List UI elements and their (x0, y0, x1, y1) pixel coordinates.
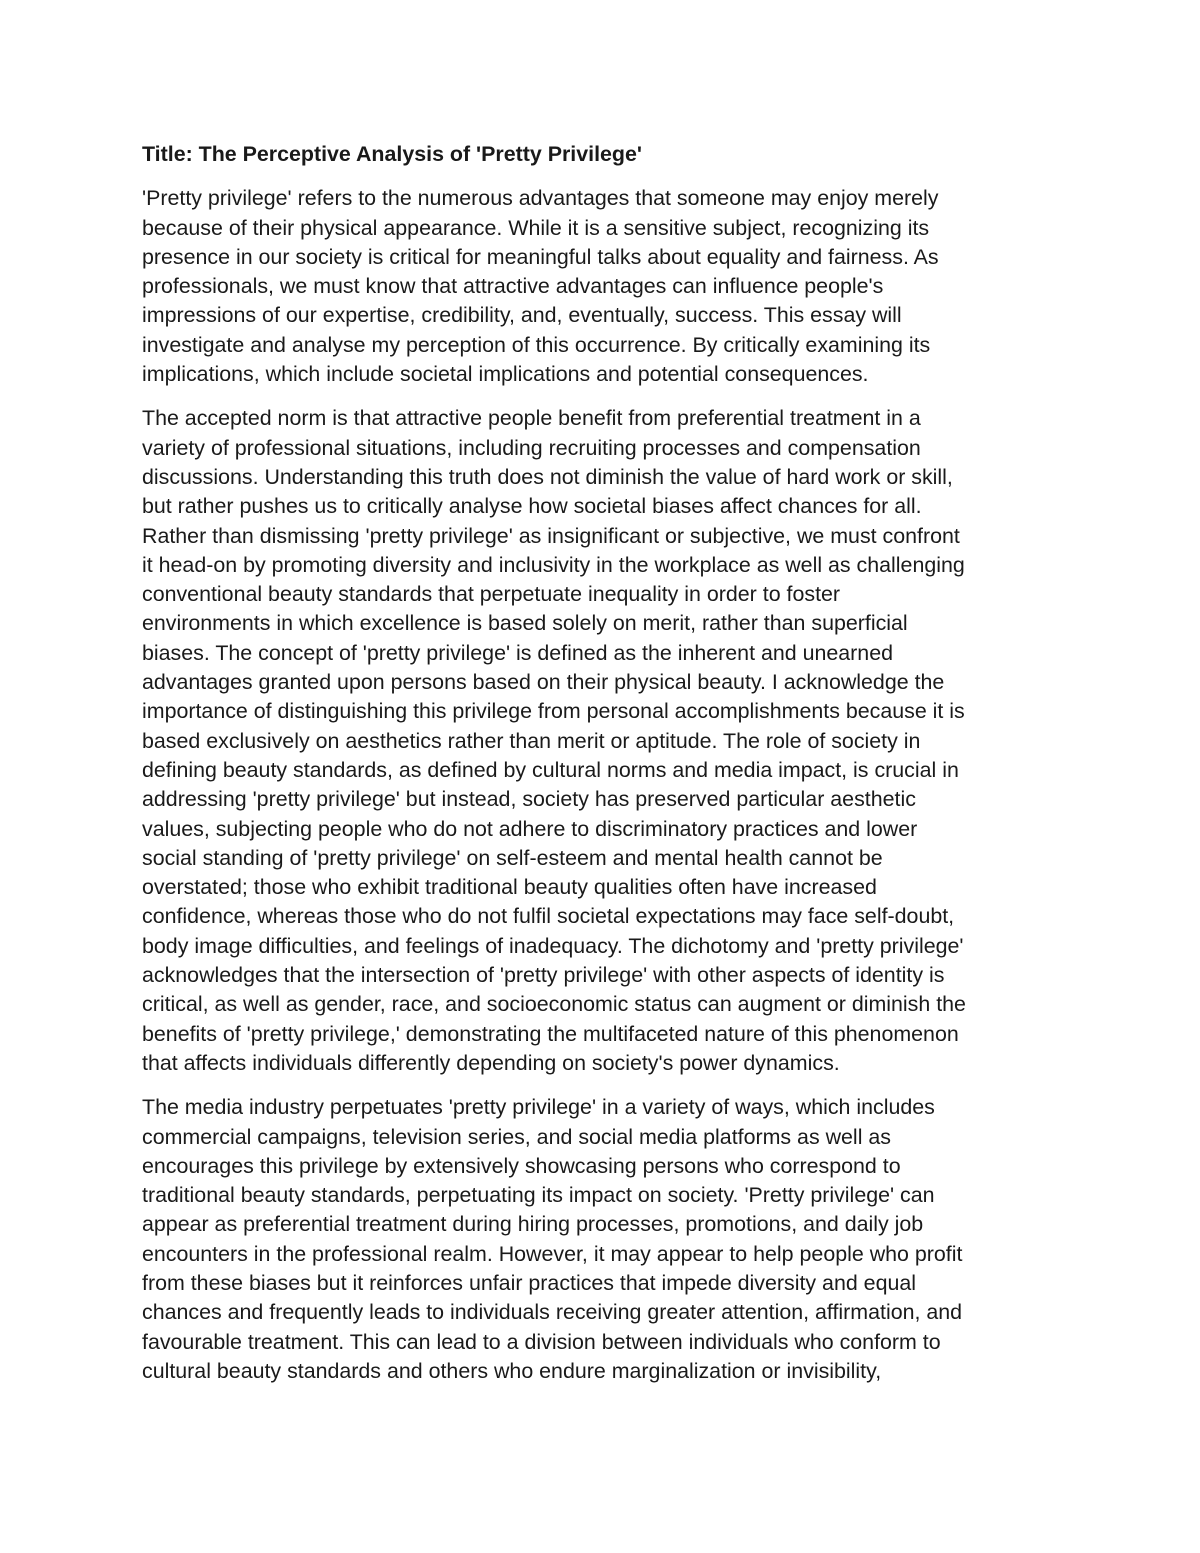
text-line: cultural beauty standards and others who endure marginalization or invisibility, (142, 1358, 882, 1383)
text-line: based exclusively on aesthetics rather than merit or aptitude. The role of society in (142, 728, 921, 753)
text-line: because of their physical appearance. While it is a sensitive subject, recognizing its (142, 215, 930, 240)
text-line: favourable treatment. This can lead to a division between individuals who conform to (142, 1329, 941, 1354)
text-line: chances and frequently leads to individuals receiving greater attention, affirmation, and (142, 1300, 963, 1325)
text-line: advantages granted upon persons based on their physical beauty. I acknowledge the (142, 670, 945, 695)
text-line: biases. The concept of 'pretty privilege' is defined as the inherent and unearned (142, 640, 893, 665)
text-line: confidence, whereas those who do not fulfil societal expectations may face self-doubt, (142, 904, 955, 929)
paragraph-2 (142, 404, 1072, 1078)
text-line: benefits of 'pretty privilege,' demonstrating the multifaceted nature of this phenomenon (142, 1021, 959, 1046)
text-line: from these biases but it reinforces unfair practices that impede diversity and equal (142, 1270, 917, 1295)
text-line: implications, which include societal implications and potential consequences. (142, 362, 869, 387)
text-line: overstated; those who exhibit traditional beauty qualities often have increased (142, 875, 877, 900)
text-line: importance of distinguishing this privilege from personal accomplishments because it is (142, 699, 965, 724)
text-line: conventional beauty standards that perpetuate inequality in order to foster (142, 582, 841, 607)
text-line: traditional beauty standards, perpetuating its impact on society. 'Pretty privilege' can (142, 1183, 935, 1208)
text-line: addressing 'pretty privilege' but instead, society has preserved particular aesthetic (142, 787, 916, 812)
text-line: presence in our society is critical for meaningful talks about equality and fairness. As (142, 244, 939, 269)
text-line: Rather than dismissing 'pretty privilege' as insignificant or subjective, we must confront (142, 523, 960, 548)
text-line: critical, as well as gender, race, and socioeconomic status can augment or diminish the (142, 992, 966, 1017)
document-title: Title: The Perceptive Analysis of 'Pretty Privilege' (142, 142, 642, 166)
text-line: acknowledges that the intersection of 'pretty privilege' with other aspects of identity is (142, 963, 945, 988)
text-line: that affects individuals differently depending on society's power dynamics. (142, 1050, 840, 1075)
paragraph-3 (142, 1093, 1072, 1386)
text-line: encounters in the professional realm. However, it may appear to help people who profit (142, 1241, 963, 1266)
paragraph-container (142, 184, 1072, 1386)
text-line: encourages this privilege by extensively showcasing persons who correspond to (142, 1153, 901, 1178)
text-line: but rather pushes us to critically analyse how societal biases affect chances for all. (142, 494, 922, 519)
text-line: defining beauty standards, as defined by cultural norms and media impact, is crucial in (142, 757, 959, 782)
document-body (142, 140, 1072, 1401)
text-line: variety of professional situations, including recruiting processes and compensation (142, 435, 921, 460)
text-line: 'Pretty privilege' refers to the numerous advantages that someone may enjoy merely (142, 186, 939, 211)
text-line: environments in which excellence is based solely on merit, rather than superficial (142, 611, 908, 636)
text-line: values, subjecting people who do not adhere to discriminatory practices and lower (142, 816, 918, 841)
text-line: professionals, we must know that attractive advantages can influence people's (142, 274, 884, 299)
paragraph-1 (142, 184, 1072, 389)
text-line: discussions. Understanding this truth does not diminish the value of hard work or skill, (142, 464, 953, 489)
text-line: commercial campaigns, television series, and social media platforms as well as (142, 1124, 891, 1149)
text-line: investigate and analyse my perception of this occurrence. By critically examining its (142, 332, 931, 357)
text-line: impressions of our expertise, credibility, and, eventually, success. This essay will (142, 303, 902, 328)
text-line: body image difficulties, and feelings of inadequacy. The dichotomy and 'pretty privilege' (142, 933, 964, 958)
text-line: social standing of 'pretty privilege' on self-esteem and mental health cannot be (142, 845, 883, 870)
text-line: The accepted norm is that attractive people benefit from preferential treatment in a (142, 406, 921, 431)
text-line: appear as preferential treatment during hiring processes, promotions, and daily job (142, 1212, 924, 1237)
text-line: it head-on by promoting diversity and inclusivity in the workplace as well as challenging (142, 552, 965, 577)
text-line: The media industry perpetuates 'pretty privilege' in a variety of ways, which includes (142, 1095, 935, 1120)
